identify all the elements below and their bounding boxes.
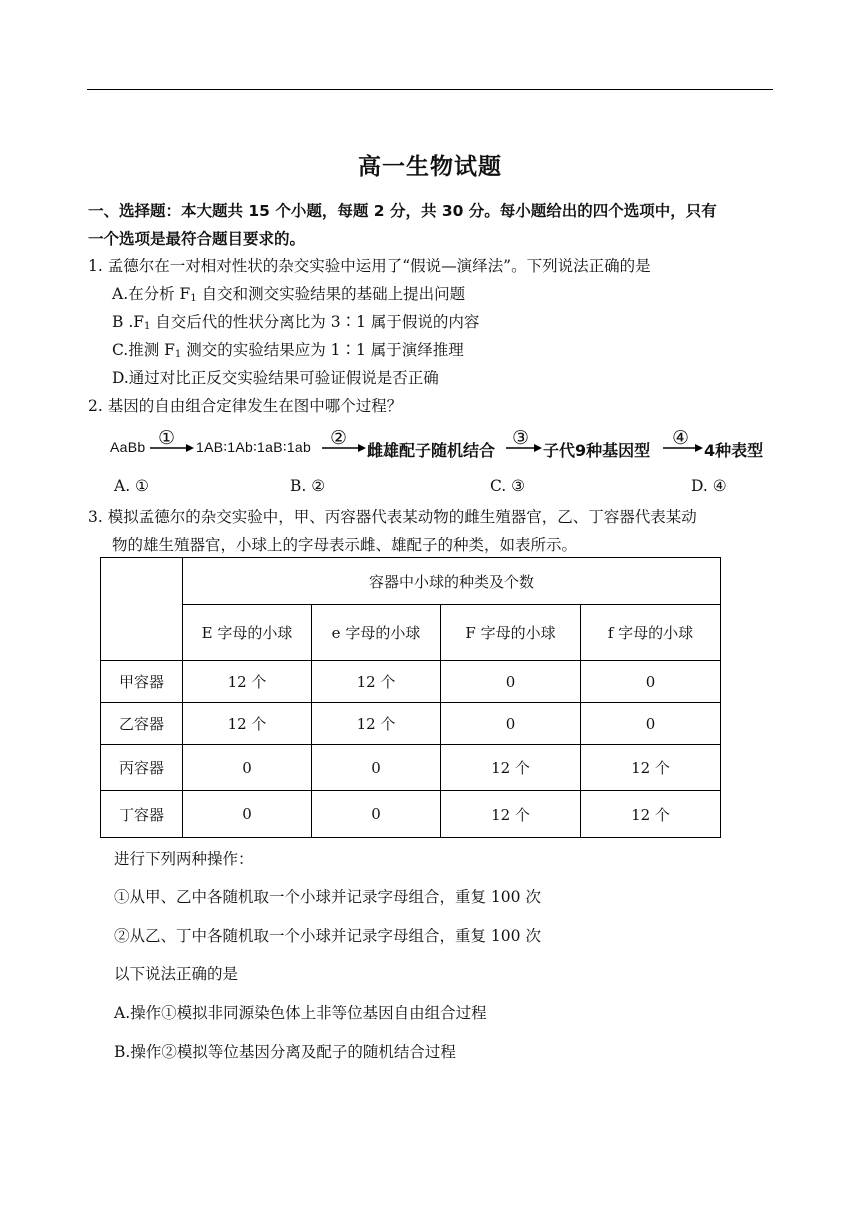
- q1-stem: 1. 孟德尔在一对相对性状的杂交实验中运用了“假说—演绎法”。下列说法正确的是: [88, 257, 651, 275]
- column-header: F 字母的小球: [441, 605, 581, 661]
- row-label: 丙容器: [101, 745, 183, 791]
- table-cell: 12 个: [312, 661, 441, 703]
- q2-options: [0, 477, 860, 499]
- q3-option-a: A.操作①模拟非同源染色体上非等位基因自由组合过程: [114, 1004, 487, 1022]
- q1-option-a: A.在分析 $F_1$ 自交和测交实验结果的基础上提出问题: [112, 285, 466, 304]
- table-row: [101, 745, 721, 791]
- table-row: [101, 661, 721, 703]
- table-corner-cell: [101, 558, 183, 661]
- flow-arrow-3: [506, 444, 542, 452]
- table-group-header: 容器中小球的种类及个数: [183, 558, 721, 605]
- table-cell: 0: [183, 791, 312, 838]
- table-cell: 0: [581, 661, 721, 703]
- q3-operation-1: ①从甲、乙中各随机取一个小球并记录字母组合，重复 100 次: [114, 888, 541, 906]
- table-cell: 0: [441, 661, 581, 703]
- flow-phenotypes: 4种表型: [704, 441, 764, 460]
- flow-start: AaBb: [110, 439, 146, 455]
- flow-arrow-2: [322, 444, 366, 452]
- table-cell: 12 个: [441, 745, 581, 791]
- flow-arrow-4: [663, 444, 703, 452]
- q2-stem: 2. 基因的自由组合定律发生在图中哪个过程？: [88, 397, 403, 415]
- q3-stem-line2: 物的雄生殖器官，小球上的字母表示雌、雄配子的种类，如表所示。: [112, 536, 578, 554]
- table-cell: 12 个: [183, 703, 312, 745]
- table-row: [101, 791, 721, 838]
- table-cell: 12 个: [312, 703, 441, 745]
- flow-step-2: ②: [330, 427, 348, 449]
- flow-step-3: ③: [512, 427, 530, 449]
- table-cell: 12 个: [581, 745, 721, 791]
- q1-option-b: B $.F_1$ 自交后代的性状分离比为 3∶1 属于假说的内容: [112, 313, 480, 332]
- q3-stem-line1: 3. 模拟孟德尔的杂交实验中，甲、丙容器代表某动物的雌生殖器官，乙、丁容器代表某动: [88, 508, 697, 526]
- q3-intro: 进行下列两种操作：: [114, 850, 254, 868]
- flow-genotypes: 子代9种基因型: [543, 441, 651, 460]
- flow-step-1: ①: [158, 427, 176, 449]
- flow-arrow-1: [150, 444, 194, 452]
- ball-count-table: [100, 557, 721, 838]
- q2-option-d: D. ④: [691, 477, 727, 495]
- q3-option-b: B.操作②模拟等位基因分离及配子的随机结合过程: [114, 1043, 456, 1061]
- table-cell: 0: [581, 703, 721, 745]
- column-header: f 字母的小球: [581, 605, 721, 661]
- table-cell: 12 个: [441, 791, 581, 838]
- table-cell: 0: [183, 745, 312, 791]
- column-header: e 字母的小球: [312, 605, 441, 661]
- section-heading-line1: 一、选择题：本大题共 15 个小题，每题 2 分，共 30 分。每小题给出的四个选项中，只有: [88, 202, 717, 220]
- row-label: 乙容器: [101, 703, 183, 745]
- table-cell: 0: [441, 703, 581, 745]
- header-rule: [87, 89, 773, 90]
- column-header: E 字母的小球: [183, 605, 312, 661]
- q1-option-c: C.推测 $F_1$ 测交的实验结果应为 1∶1 属于演绎推理: [112, 341, 464, 360]
- q2-option-a: A. ①: [114, 477, 149, 495]
- q3-question: 以下说法正确的是: [114, 965, 239, 983]
- section-heading-line2: 一个选项是最符合题目要求的。: [88, 230, 306, 248]
- table-cell: 12 个: [183, 661, 312, 703]
- table-row: [101, 703, 721, 745]
- table-cell: 0: [312, 745, 441, 791]
- q2-process-diagram: [110, 427, 770, 463]
- q1-option-d: D.通过对比正反交实验结果可验证假说是否正确: [112, 369, 439, 387]
- q2-option-b: B. ②: [290, 477, 326, 495]
- row-label: 甲容器: [101, 661, 183, 703]
- q3-operation-2: ②从乙、丁中各随机取一个小球并记录字母组合，重复 100 次: [114, 927, 541, 945]
- table-cell: 12 个: [581, 791, 721, 838]
- q2-option-c: C. ③: [490, 477, 526, 495]
- flow-step-4: ④: [672, 427, 690, 449]
- flow-gametes: 1AB∶1Ab∶1aB∶1ab: [196, 439, 312, 455]
- table-cell: 0: [312, 791, 441, 838]
- flow-combine: 雌雄配子随机结合: [367, 441, 496, 460]
- page-title: 高一生物试题: [358, 154, 502, 180]
- row-label: 丁容器: [101, 791, 183, 838]
